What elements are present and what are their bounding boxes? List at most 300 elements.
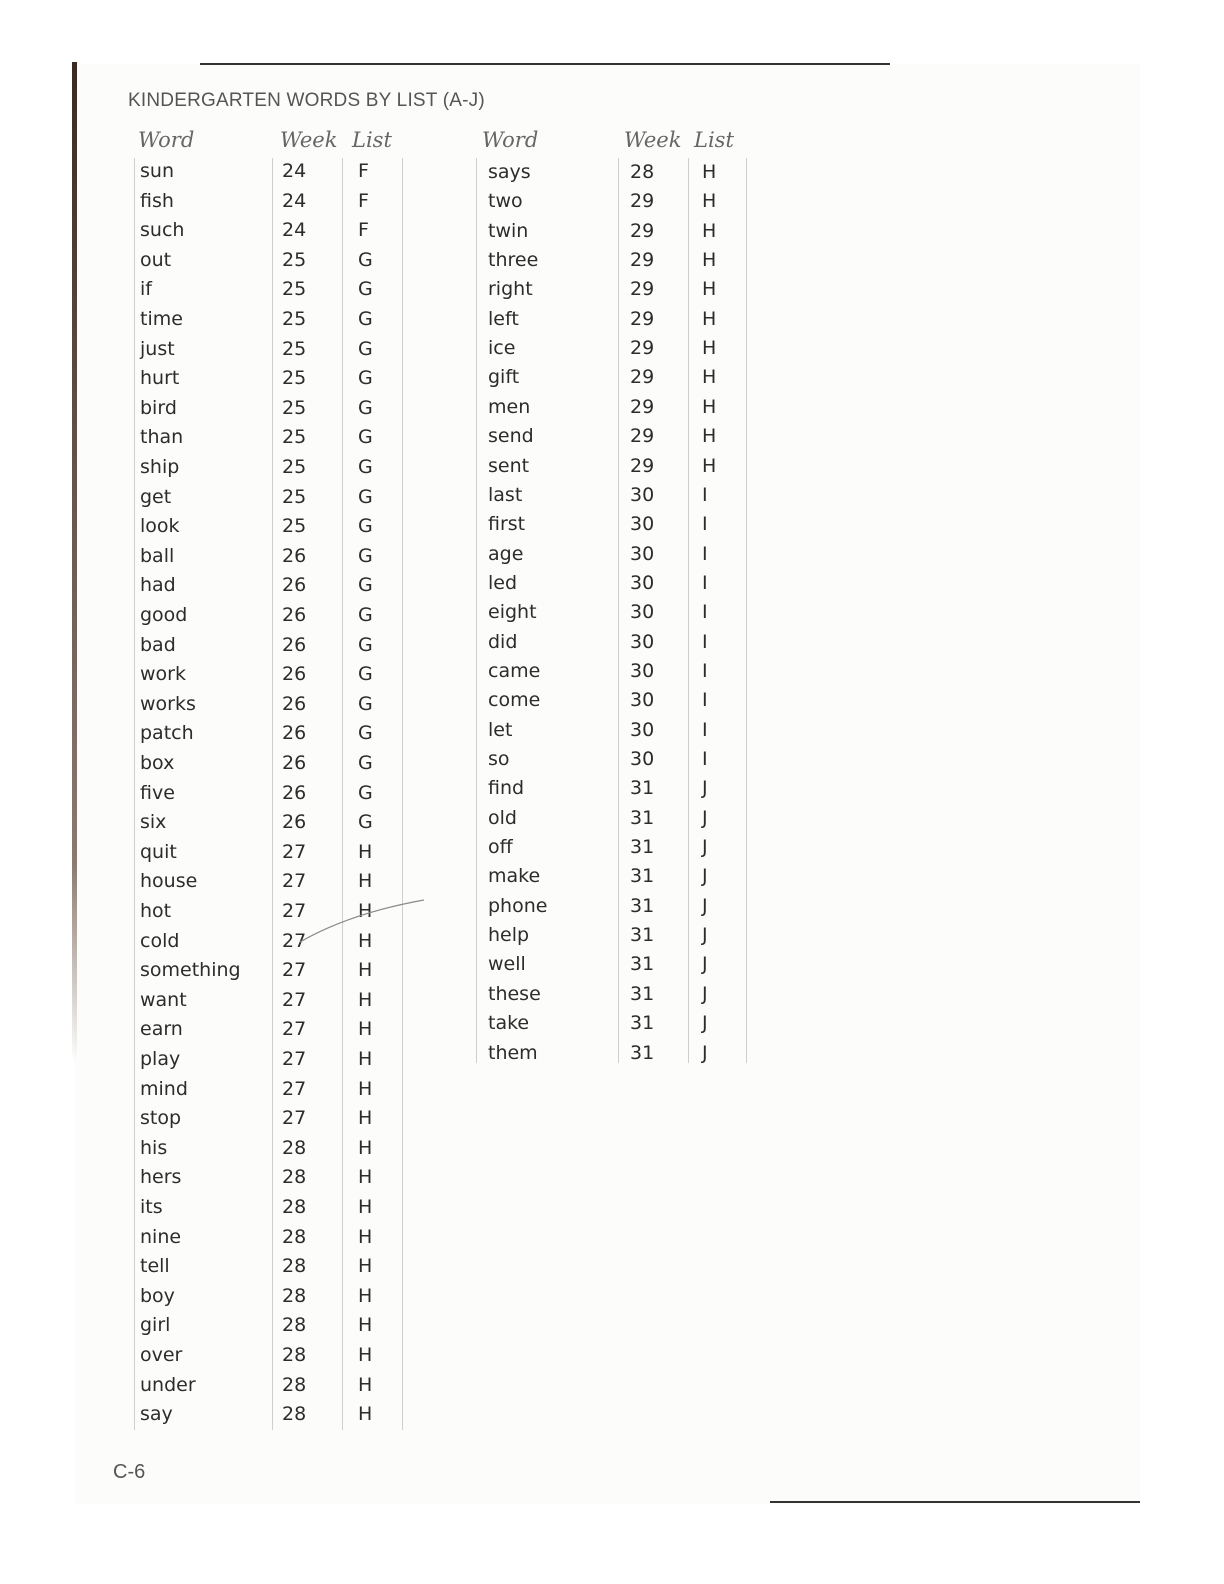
cell-list: G (358, 544, 373, 567)
cell-week: 25 (282, 396, 307, 419)
cell-week: 25 (282, 337, 307, 360)
cell-list: H (358, 959, 373, 982)
cell-word: quit (140, 840, 177, 863)
table-row (128, 1281, 408, 1311)
cell-week: 30 (630, 748, 655, 770)
cell-list: G (358, 485, 373, 508)
cell-word: twin (488, 219, 529, 242)
page-title: KINDERGARTEN WORDS BY LIST (A-J) (128, 90, 485, 111)
table-row (476, 362, 756, 392)
cell-list: F (358, 189, 369, 212)
cell-week: 24 (282, 160, 307, 182)
table-row (128, 482, 408, 512)
cell-list: I (702, 483, 708, 506)
table-row (476, 891, 756, 921)
table-row (476, 157, 756, 187)
table-row (128, 1133, 408, 1163)
cell-word: earn (140, 1018, 183, 1041)
table-row (128, 570, 408, 600)
cell-list: H (702, 278, 717, 301)
cell-week: 27 (282, 1107, 307, 1130)
table-row (128, 541, 408, 571)
cell-word: led (488, 571, 518, 594)
cell-list: I (702, 513, 708, 536)
cell-list: H (358, 1225, 373, 1248)
cell-week: 30 (630, 659, 655, 682)
cell-week: 28 (282, 1196, 307, 1218)
cell-list: G (358, 367, 373, 390)
cell-week: 29 (630, 190, 655, 213)
cell-list: I (702, 689, 708, 712)
table-row (476, 979, 756, 1009)
header-week: Week (624, 128, 682, 152)
table-row (476, 920, 756, 950)
cell-word: work (140, 663, 186, 686)
cell-word: these (488, 982, 541, 1005)
cell-list: H (358, 1166, 373, 1189)
cell-week: 26 (282, 692, 307, 715)
table-row (128, 985, 408, 1015)
cell-week: 27 (282, 840, 307, 863)
cell-list: H (358, 1107, 373, 1130)
cell-week: 28 (282, 1255, 307, 1278)
cell-word: say (140, 1403, 173, 1426)
cell-list: J (702, 982, 708, 1005)
cell-list: I (702, 659, 708, 682)
table-row (128, 718, 408, 748)
cell-week: 27 (282, 900, 307, 922)
cell-week: 25 (282, 248, 307, 271)
header-word: Word (482, 128, 539, 152)
cell-week: 30 (630, 718, 655, 741)
cell-word: house (140, 870, 198, 893)
cell-week: 31 (630, 1012, 655, 1035)
cell-week: 31 (630, 894, 655, 917)
cell-week: 26 (282, 604, 307, 626)
cell-list: G (358, 692, 373, 715)
cell-word: last (488, 483, 523, 506)
table-row (128, 393, 408, 423)
cell-week: 28 (282, 1136, 307, 1159)
cell-week: 26 (282, 722, 307, 745)
cell-list: H (358, 900, 373, 922)
cell-week: 27 (282, 988, 307, 1011)
table-row (128, 659, 408, 689)
cell-list: H (702, 307, 717, 330)
cell-word: want (140, 988, 187, 1011)
cell-week: 25 (282, 278, 307, 301)
table-row (476, 656, 756, 686)
cell-week: 30 (630, 571, 655, 594)
table-row (476, 421, 756, 451)
table-row (128, 215, 408, 245)
table-row (476, 744, 756, 774)
cell-word: box (140, 752, 175, 774)
cell-word: get (140, 485, 172, 508)
table-row (128, 1192, 408, 1222)
cell-word: five (140, 781, 175, 804)
cell-word: ice (488, 337, 516, 360)
table-row (128, 1251, 408, 1281)
table-row (476, 627, 756, 657)
cell-week: 29 (630, 395, 655, 418)
cell-word: did (488, 630, 518, 653)
table-row (128, 1044, 408, 1074)
cell-week: 24 (282, 189, 307, 212)
cell-week: 25 (282, 456, 307, 478)
table-row (476, 304, 756, 334)
table-row (128, 1074, 408, 1104)
cell-word: first (488, 513, 526, 536)
cell-word: sun (140, 160, 174, 182)
cell-list: H (358, 988, 373, 1011)
cell-week: 30 (630, 601, 655, 624)
cell-list: G (358, 426, 373, 449)
cell-week: 29 (630, 219, 655, 242)
cell-word: over (140, 1344, 183, 1366)
cell-word: old (488, 806, 517, 829)
cell-list: I (702, 542, 708, 565)
table-row (476, 715, 756, 745)
cell-list: H (702, 395, 717, 418)
cell-word: says (488, 161, 531, 183)
cell-list: J (702, 953, 708, 976)
cell-word: cold (140, 929, 180, 952)
table-row (128, 452, 408, 482)
cell-list: H (702, 337, 717, 360)
cell-word: them (488, 1041, 538, 1064)
cell-list: J (702, 806, 708, 829)
cell-week: 27 (282, 1077, 307, 1100)
table-row (476, 216, 756, 246)
table-row (128, 1399, 408, 1429)
cell-week: 28 (282, 1284, 307, 1307)
table-row (128, 186, 408, 216)
cell-list: G (358, 308, 373, 330)
cell-week: 25 (282, 367, 307, 390)
cell-word: six (140, 811, 167, 834)
cell-list: H (702, 454, 717, 477)
table-row (128, 807, 408, 837)
cell-word: mind (140, 1077, 188, 1100)
top-divider (200, 63, 890, 65)
table-row (128, 630, 408, 660)
cell-word: play (140, 1048, 181, 1070)
cell-week: 26 (282, 574, 307, 597)
cell-list: G (358, 752, 373, 774)
cell-list: G (358, 574, 373, 597)
cell-list: H (358, 1255, 373, 1278)
table-row (128, 334, 408, 364)
cell-list: H (358, 1373, 373, 1396)
table-row (128, 866, 408, 896)
table-row (476, 949, 756, 979)
cell-word: look (140, 515, 180, 538)
cell-list: J (702, 777, 708, 800)
table-row (476, 186, 756, 216)
cell-week: 26 (282, 781, 307, 804)
cell-word: come (488, 689, 541, 712)
cell-week: 29 (630, 278, 655, 301)
cell-list: G (358, 515, 373, 538)
cell-list: H (358, 840, 373, 863)
cell-week: 30 (630, 689, 655, 712)
cell-word: men (488, 395, 531, 418)
table-row (476, 1008, 756, 1038)
cell-word: off (488, 836, 513, 859)
table-row (476, 509, 756, 539)
table-row (476, 245, 756, 275)
cell-list: H (358, 1018, 373, 1041)
cell-word: fish (140, 189, 174, 212)
cell-list: H (702, 425, 717, 448)
cell-list: H (702, 190, 717, 213)
cell-word: if (140, 278, 152, 301)
cell-word: left (488, 307, 519, 330)
cell-list: G (358, 633, 373, 656)
cell-week: 31 (630, 953, 655, 976)
table-row (128, 1222, 408, 1252)
cell-word: take (488, 1012, 530, 1035)
cell-week: 31 (630, 1041, 655, 1064)
cell-week: 25 (282, 515, 307, 538)
cell-week: 27 (282, 1018, 307, 1041)
cell-list: G (358, 781, 373, 804)
header-list: List (694, 128, 734, 152)
table-row (476, 333, 756, 363)
table-row (128, 245, 408, 275)
cell-list: I (702, 571, 708, 594)
cell-week: 30 (630, 630, 655, 653)
cell-week: 31 (630, 806, 655, 829)
cell-week: 26 (282, 752, 307, 774)
cell-word: bad (140, 633, 176, 656)
cell-list: G (358, 811, 373, 834)
cell-week: 26 (282, 633, 307, 656)
cell-list: H (702, 219, 717, 242)
cell-list: G (358, 337, 373, 360)
cell-word: patch (140, 722, 194, 745)
cell-word: nine (140, 1225, 182, 1248)
table-row (128, 1014, 408, 1044)
table-row (476, 773, 756, 803)
cell-word: well (488, 953, 526, 976)
cell-list: J (702, 924, 708, 947)
table-row (476, 685, 756, 715)
cell-week: 29 (630, 249, 655, 272)
table-row (476, 274, 756, 304)
cell-week: 26 (282, 663, 307, 686)
cell-list: H (358, 1403, 373, 1426)
table-row (476, 832, 756, 862)
cell-list: H (358, 1344, 373, 1366)
cell-week: 28 (282, 1403, 307, 1426)
table-row (128, 1340, 408, 1370)
cell-week: 28 (282, 1166, 307, 1189)
cell-week: 30 (630, 542, 655, 565)
cell-word: help (488, 924, 530, 947)
table-row (128, 778, 408, 808)
cell-word: such (140, 219, 185, 242)
table-row (128, 363, 408, 393)
cell-list: I (702, 718, 708, 741)
cell-list: H (702, 161, 717, 183)
cell-list: H (358, 870, 373, 893)
cell-list: G (358, 604, 373, 626)
cell-week: 29 (630, 454, 655, 477)
cell-word: hurt (140, 367, 180, 390)
cell-word: good (140, 604, 188, 626)
header-week: Week (280, 128, 338, 152)
cell-word: his (140, 1136, 168, 1159)
page-number: C-6 (113, 1461, 146, 1483)
table-row (128, 689, 408, 719)
cell-word: three (488, 249, 539, 272)
cell-word: send (488, 425, 534, 448)
cell-week: 31 (630, 836, 655, 859)
cell-word: bird (140, 396, 177, 419)
cell-word: two (488, 190, 523, 213)
cell-list: I (702, 630, 708, 653)
cell-list: I (702, 601, 708, 624)
cell-word: boy (140, 1284, 175, 1307)
cell-word: its (140, 1196, 163, 1218)
table-row (476, 803, 756, 833)
cell-word: tell (140, 1255, 170, 1278)
cell-week: 29 (630, 425, 655, 448)
cell-word: find (488, 777, 525, 800)
cell-week: 28 (282, 1373, 307, 1396)
cell-list: F (358, 160, 369, 182)
cell-list: H (358, 1077, 373, 1100)
cell-word: gift (488, 366, 520, 389)
cell-week: 30 (630, 483, 655, 506)
table-row (128, 955, 408, 985)
table-row (128, 304, 408, 334)
cell-week: 27 (282, 1048, 307, 1070)
cell-week: 27 (282, 870, 307, 893)
cell-week: 30 (630, 513, 655, 536)
bottom-divider (770, 1501, 1140, 1503)
cell-word: ball (140, 544, 175, 567)
cell-week: 25 (282, 308, 307, 330)
cell-list: J (702, 894, 708, 917)
cell-word: than (140, 426, 184, 449)
cell-list: I (702, 748, 708, 770)
cell-word: out (140, 248, 172, 271)
cell-word: under (140, 1373, 196, 1396)
cell-word: make (488, 865, 541, 888)
cell-week: 28 (282, 1344, 307, 1366)
table-row (476, 568, 756, 598)
table-row (128, 274, 408, 304)
cell-word: phone (488, 894, 548, 917)
table-row (128, 511, 408, 541)
cell-week: 31 (630, 982, 655, 1005)
cell-list: G (358, 396, 373, 419)
cell-word: hot (140, 900, 172, 922)
cell-list: H (702, 366, 717, 389)
cell-list: H (358, 1284, 373, 1307)
table-row (128, 1162, 408, 1192)
table-row (128, 422, 408, 452)
cell-word: sent (488, 454, 530, 477)
cell-word: ship (140, 456, 180, 478)
table-row (476, 480, 756, 510)
pen-stroke-mark (298, 896, 426, 946)
cell-week: 29 (630, 366, 655, 389)
header-list: List (352, 128, 392, 152)
table-row (128, 156, 408, 186)
cell-list: J (702, 1012, 708, 1035)
table-row (128, 600, 408, 630)
cell-word: had (140, 574, 176, 597)
cell-week: 27 (282, 929, 307, 952)
cell-word: something (140, 959, 241, 982)
table-row (476, 392, 756, 422)
table-row (128, 748, 408, 778)
cell-list: H (702, 249, 717, 272)
cell-list: F (358, 219, 369, 242)
cell-week: 29 (630, 337, 655, 360)
table-row (476, 451, 756, 481)
table-row (476, 597, 756, 627)
cell-list: G (358, 248, 373, 271)
cell-word: eight (488, 601, 537, 624)
cell-week: 25 (282, 485, 307, 508)
table-row (476, 861, 756, 891)
cell-week: 27 (282, 959, 307, 982)
table-row (476, 1038, 756, 1068)
cell-list: H (358, 1048, 373, 1070)
cell-list: G (358, 722, 373, 745)
cell-list: J (702, 865, 708, 888)
cell-word: just (140, 337, 175, 360)
cell-list: G (358, 278, 373, 301)
cell-word: stop (140, 1107, 182, 1130)
cell-word: time (140, 308, 183, 330)
cell-week: 31 (630, 865, 655, 888)
cell-word: let (488, 718, 513, 741)
cell-list: G (358, 456, 373, 478)
cell-week: 26 (282, 544, 307, 567)
cell-word: works (140, 692, 196, 715)
cell-week: 28 (282, 1225, 307, 1248)
table-row (128, 1370, 408, 1400)
cell-week: 24 (282, 219, 307, 242)
cell-week: 28 (630, 161, 655, 183)
cell-list: G (358, 663, 373, 686)
header-word: Word (138, 128, 195, 152)
cell-word: girl (140, 1314, 171, 1337)
cell-week: 31 (630, 777, 655, 800)
table-row (476, 539, 756, 569)
table-row (128, 1103, 408, 1133)
cell-word: right (488, 278, 533, 301)
cell-week: 28 (282, 1314, 307, 1337)
cell-list: J (702, 836, 708, 859)
cell-list: H (358, 1314, 373, 1337)
cell-word: so (488, 748, 510, 770)
cell-word: age (488, 542, 524, 565)
cell-list: J (702, 1041, 708, 1064)
cell-week: 25 (282, 426, 307, 449)
cell-week: 26 (282, 811, 307, 834)
cell-list: H (358, 1136, 373, 1159)
table-row (128, 1310, 408, 1340)
cell-word: came (488, 659, 541, 682)
cell-week: 31 (630, 924, 655, 947)
